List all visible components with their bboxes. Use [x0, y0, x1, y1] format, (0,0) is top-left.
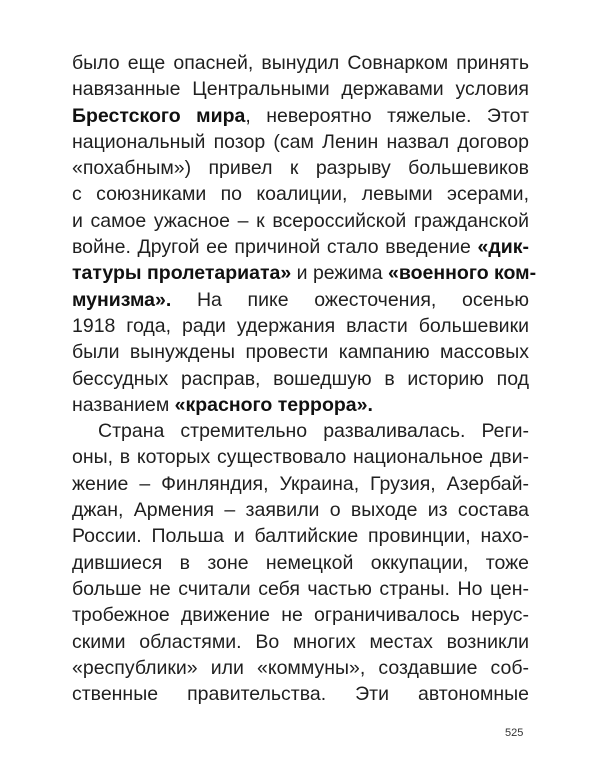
text-line: России. Польша и балтийские провинции, нахо- [72, 525, 529, 548]
text-line: жение – Финляндия, Украина, Грузия, Азербай- [72, 472, 529, 495]
text-line [72, 392, 529, 418]
text-line: скими областями. Во многих местах возникли [72, 630, 529, 653]
text-line [72, 234, 529, 260]
text-segment: и режима [291, 262, 389, 285]
text-line: дившиеся в зоне немецкой оккупации, тоже [72, 551, 529, 574]
text-line: навязанные Центральными державами условия [72, 78, 529, 101]
bold-term-war-communism-cont: мунизма». [72, 288, 172, 311]
text-line: было еще опасней, вынудил Совнарком принять [72, 52, 529, 74]
text-line [72, 103, 529, 129]
page-text-body [72, 50, 537, 707]
text-line: «республики» или «коммуны», создавшие соб- [72, 656, 529, 679]
text-segment: названием [72, 393, 175, 416]
text-line: и самое ужасное – к всероссийской гражданской [72, 209, 529, 232]
text-segment: На пике ожесточения, осенью [171, 288, 529, 311]
text-line: бессудных расправ, вошедшую в историю под [72, 367, 529, 390]
text-line: 1918 года, ради удержания власти большевики [72, 314, 529, 337]
text-segment: , невероятно тяжелые. Этот [245, 104, 529, 127]
text-line [72, 260, 537, 286]
text-line: были вынуждены провести кампанию массовых [72, 341, 529, 364]
text-line: оны, в которых существовало национальное дви- [72, 446, 529, 469]
page-number: 525 [505, 727, 524, 739]
bold-term-brest-peace: Брестского мира [72, 104, 246, 127]
text-line [72, 287, 529, 313]
bold-term-war-communism: «военного ком- [388, 262, 537, 285]
bold-term-dictatorship-cont: татуры пролетариата» [72, 262, 292, 285]
text-line: национальный позор (сам Ленин назвал договор [72, 130, 529, 153]
text-line: джан, Армения – заявили о выходе из состава [72, 499, 529, 522]
text-segment: войне. Другой ее причиной стало введение [72, 236, 478, 259]
text-line: Страна стремительно разваливалась. Реги- [98, 420, 529, 443]
text-line: тробежное движение не ограничивалось нерус- [72, 604, 529, 627]
text-line: с союзниками по коалиции, левыми эсерами, [72, 183, 529, 206]
bold-term-dictatorship: «дик- [477, 236, 529, 259]
bold-term-red-terror: «красного террора». [174, 393, 373, 416]
text-line: «похабным») привел к разрыву большевиков [72, 157, 529, 180]
text-line: ственные правительства. Эти автономные [72, 683, 529, 706]
text-line: больше не считали себя частью страны. Но цен- [72, 577, 529, 600]
